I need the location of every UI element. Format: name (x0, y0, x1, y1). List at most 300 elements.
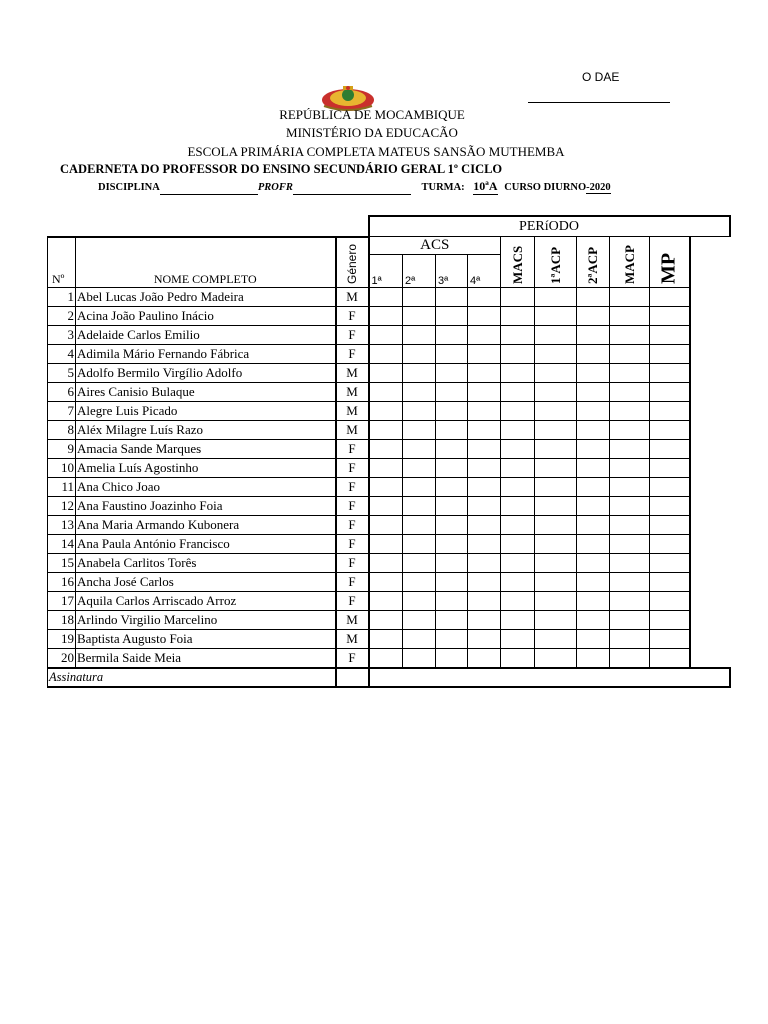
student-name: Acina João Paulino Inácio (76, 307, 336, 326)
student-name: Aléx Milagre Luís Razo (76, 421, 336, 440)
grade-q3-cell[interactable] (436, 630, 468, 649)
table-row (48, 307, 730, 326)
student-name: Ana Paula António Francisco (76, 535, 336, 554)
name-header: NOME COMPLETO (76, 237, 336, 288)
row-number: 7 (48, 402, 76, 421)
grade-q1-cell[interactable] (369, 345, 403, 364)
student-name: Adimila Mário Fernando Fábrica (76, 345, 336, 364)
grade-q3-cell[interactable] (436, 478, 468, 497)
row-number: 5 (48, 364, 76, 383)
grade-q4-cell[interactable] (468, 497, 501, 516)
grade-acp1-cell[interactable] (535, 516, 577, 535)
row-number: 4 (48, 345, 76, 364)
grade-mp-cell[interactable] (650, 592, 690, 611)
grade-mp-cell[interactable] (650, 440, 690, 459)
student-name: Alegre Luis Picado (76, 402, 336, 421)
grade-q4-cell[interactable] (468, 611, 501, 630)
student-gender: F (336, 478, 369, 497)
grade-macp-cell[interactable] (610, 440, 650, 459)
grade-acp1-cell[interactable] (535, 326, 577, 345)
student-name: Aquila Carlos Arriscado Arroz (76, 592, 336, 611)
grade-q1-cell[interactable] (369, 592, 403, 611)
row-number: 11 (48, 478, 76, 497)
grade-macp-cell[interactable] (610, 326, 650, 345)
student-gender: M (336, 630, 369, 649)
grade-q1-cell[interactable] (369, 630, 403, 649)
grade-mp-cell[interactable] (650, 326, 690, 345)
grade-q2-cell[interactable] (403, 421, 436, 440)
student-gender: F (336, 516, 369, 535)
grade-q1-cell[interactable] (369, 516, 403, 535)
table-row (48, 554, 730, 573)
grade-mp-cell[interactable] (650, 649, 690, 669)
grade-macp-cell[interactable] (610, 383, 650, 402)
grade-q2-cell[interactable] (403, 649, 436, 669)
grade-acp2-cell[interactable] (577, 516, 610, 535)
grade-macp-cell[interactable] (610, 516, 650, 535)
mp-header (650, 237, 690, 288)
grade-mp-cell[interactable] (650, 345, 690, 364)
curso-label: CURSO DIURNO (504, 182, 587, 193)
grade-q4-cell[interactable] (468, 421, 501, 440)
row-number: 17 (48, 592, 76, 611)
grade-q4-cell[interactable] (468, 535, 501, 554)
student-gender: F (336, 345, 369, 364)
macp-label: MACP (621, 245, 637, 284)
grade-q4-cell[interactable] (468, 402, 501, 421)
row-number: 10 (48, 459, 76, 478)
gender-header (336, 237, 369, 288)
grade-q2-cell[interactable] (403, 307, 436, 326)
grade-q1-cell[interactable] (369, 497, 403, 516)
grade-acp1-cell[interactable] (535, 630, 577, 649)
student-name: Anabela Carlitos Torês (76, 554, 336, 573)
grade-q3-cell[interactable] (436, 611, 468, 630)
meta-line (98, 179, 611, 195)
grades-table (47, 215, 731, 688)
grade-acp2-cell[interactable] (577, 554, 610, 573)
student-gender: F (336, 592, 369, 611)
grade-macp-cell[interactable] (610, 288, 650, 307)
grade-acp1-cell[interactable] (535, 554, 577, 573)
grade-q3-cell[interactable] (436, 288, 468, 307)
grade-mp-cell[interactable] (650, 554, 690, 573)
grade-macs-cell[interactable] (501, 383, 535, 402)
num-header: Nº (48, 237, 76, 288)
profr-field[interactable] (293, 182, 411, 195)
acp2-label: 2ªACP (585, 246, 600, 284)
student-gender: M (336, 421, 369, 440)
grade-q3-cell[interactable] (436, 459, 468, 478)
student-name: Abel Lucas João Pedro Madeira (76, 288, 336, 307)
grade-macs-cell[interactable] (501, 516, 535, 535)
grade-acp2-cell[interactable] (577, 421, 610, 440)
macs-label: MACS (509, 245, 525, 284)
grade-q1-cell[interactable] (369, 364, 403, 383)
grade-macs-cell[interactable] (501, 421, 535, 440)
grade-q1-cell[interactable] (369, 307, 403, 326)
row-number: 16 (48, 573, 76, 592)
grade-q4-cell[interactable] (468, 364, 501, 383)
student-gender: M (336, 611, 369, 630)
grade-mp-cell[interactable] (650, 307, 690, 326)
row-number: 2 (48, 307, 76, 326)
acp1-header (535, 237, 577, 288)
grade-mp-cell[interactable] (650, 383, 690, 402)
row-number: 15 (48, 554, 76, 573)
row-number: 1 (48, 288, 76, 307)
grade-q4-cell[interactable] (468, 554, 501, 573)
grade-q1-cell[interactable] (369, 402, 403, 421)
grade-acp1-cell[interactable] (535, 497, 577, 516)
grade-q1-cell[interactable] (369, 535, 403, 554)
student-gender: F (336, 307, 369, 326)
grade-mp-cell[interactable] (650, 364, 690, 383)
student-name: Ana Maria Armando Kubonera (76, 516, 336, 535)
grade-macp-cell[interactable] (610, 478, 650, 497)
assinatura-gender-cell[interactable] (336, 668, 369, 687)
grade-macp-cell[interactable] (610, 592, 650, 611)
grade-macs-cell[interactable] (501, 535, 535, 554)
quarter-4-header: 4ª (468, 255, 501, 288)
grade-acp2-cell[interactable] (577, 592, 610, 611)
grade-q2-cell[interactable] (403, 440, 436, 459)
grade-q4-cell[interactable] (468, 592, 501, 611)
grade-macp-cell[interactable] (610, 630, 650, 649)
grade-q3-cell[interactable] (436, 383, 468, 402)
grade-q2-cell[interactable] (403, 459, 436, 478)
grade-acp1-cell[interactable] (535, 345, 577, 364)
table-row (48, 516, 730, 535)
grade-q2-cell[interactable] (403, 383, 436, 402)
student-gender: F (336, 649, 369, 669)
grade-acp1-cell[interactable] (535, 383, 577, 402)
grade-q3-cell[interactable] (436, 364, 468, 383)
grade-q3-cell[interactable] (436, 573, 468, 592)
macp-header (610, 237, 650, 288)
header-school: ESCOLA PRIMÁRIA COMPLETA MATEUS SANSÃO MUTHEMBA (187, 144, 565, 159)
grade-q2-cell[interactable] (403, 535, 436, 554)
gender-header-label: Género (345, 243, 359, 284)
grade-mp-cell[interactable] (650, 516, 690, 535)
grade-q3-cell[interactable] (436, 307, 468, 326)
grade-acp1-cell[interactable] (535, 364, 577, 383)
grade-acp2-cell[interactable] (577, 573, 610, 592)
student-name: Ana Faustino Joazinho Foia (76, 497, 336, 516)
grade-mp-cell[interactable] (650, 288, 690, 307)
grade-q2-cell[interactable] (403, 573, 436, 592)
grade-q1-cell[interactable] (369, 649, 403, 669)
row-number: 3 (48, 326, 76, 345)
grade-acp1-cell[interactable] (535, 478, 577, 497)
row-number: 6 (48, 383, 76, 402)
student-gender: F (336, 573, 369, 592)
grade-acp1-cell[interactable] (535, 459, 577, 478)
grade-macs-cell[interactable] (501, 364, 535, 383)
grade-macs-cell[interactable] (501, 497, 535, 516)
page-title: CADERNETA DO PROFESSOR DO ENSINO SECUNDÁRIO GERAL 1º CICLO (60, 162, 503, 176)
grade-q4-cell[interactable] (468, 630, 501, 649)
table-row (48, 630, 730, 649)
acp1-label: 1ªACP (547, 246, 563, 284)
row-number: 14 (48, 535, 76, 554)
grade-acp2-cell[interactable] (577, 478, 610, 497)
acs-header: ACS (369, 237, 501, 255)
grade-acp2-cell[interactable] (577, 459, 610, 478)
grade-q4-cell[interactable] (468, 345, 501, 364)
grade-q3-cell[interactable] (436, 535, 468, 554)
grade-acp2-cell[interactable] (577, 345, 610, 364)
dae-label: O DAE (582, 70, 620, 84)
grade-q1-cell[interactable] (369, 288, 403, 307)
grade-acp1-cell[interactable] (535, 307, 577, 326)
table-row (48, 402, 730, 421)
grade-mp-cell[interactable] (650, 611, 690, 630)
student-name: Aires Canisio Bulaque (76, 383, 336, 402)
grade-mp-cell[interactable] (650, 402, 690, 421)
student-gender: M (336, 383, 369, 402)
grade-macs-cell[interactable] (501, 459, 535, 478)
grade-q4-cell[interactable] (468, 383, 501, 402)
grade-acp2-cell[interactable] (577, 649, 610, 669)
grade-acp2-cell[interactable] (577, 611, 610, 630)
grade-q2-cell[interactable] (403, 497, 436, 516)
grade-acp1-cell[interactable] (535, 421, 577, 440)
student-name: Bermila Saide Meia (76, 649, 336, 669)
turma-label: TURMA: (421, 182, 465, 193)
grade-q1-cell[interactable] (369, 611, 403, 630)
grade-macs-cell[interactable] (501, 326, 535, 345)
grade-macp-cell[interactable] (610, 307, 650, 326)
year-value: -2020 (586, 182, 611, 193)
turma-value: 10ªA (473, 179, 498, 193)
table-row (48, 573, 730, 592)
grade-macp-cell[interactable] (610, 497, 650, 516)
grade-mp-cell[interactable] (650, 497, 690, 516)
table-row (48, 592, 730, 611)
grade-mp-cell[interactable] (650, 478, 690, 497)
row-number: 8 (48, 421, 76, 440)
grade-q1-cell[interactable] (369, 421, 403, 440)
grade-q3-cell[interactable] (436, 649, 468, 669)
disciplina-label: DISCIPLINA (98, 182, 160, 193)
student-gender: F (336, 459, 369, 478)
grade-q1-cell[interactable] (369, 459, 403, 478)
table-row (48, 459, 730, 478)
grade-mp-cell[interactable] (650, 535, 690, 554)
student-name: Adolfo Bermilo Virgílio Adolfo (76, 364, 336, 383)
grade-acp2-cell[interactable] (577, 535, 610, 554)
mp-label: MP (657, 252, 680, 284)
student-gender: F (336, 497, 369, 516)
grade-q2-cell[interactable] (403, 326, 436, 345)
row-number: 19 (48, 630, 76, 649)
grade-acp1-cell[interactable] (535, 535, 577, 554)
grade-q3-cell[interactable] (436, 554, 468, 573)
grade-acp2-cell[interactable] (577, 497, 610, 516)
grade-acp2-cell[interactable] (577, 364, 610, 383)
grade-acp1-cell[interactable] (535, 288, 577, 307)
row-number: 18 (48, 611, 76, 630)
grade-q2-cell[interactable] (403, 592, 436, 611)
table-row (48, 440, 730, 459)
assinatura-label: Assinatura (48, 668, 336, 687)
grade-q3-cell[interactable] (436, 516, 468, 535)
grade-q3-cell[interactable] (436, 421, 468, 440)
dae-signature-line (528, 102, 670, 103)
grade-mp-cell[interactable] (650, 459, 690, 478)
grade-q1-cell[interactable] (369, 478, 403, 497)
student-name: Baptista Augusto Foia (76, 630, 336, 649)
grade-q2-cell[interactable] (403, 630, 436, 649)
row-number: 9 (48, 440, 76, 459)
grade-acp2-cell[interactable] (577, 307, 610, 326)
grade-q1-cell[interactable] (369, 326, 403, 345)
grade-acp2-cell[interactable] (577, 402, 610, 421)
grade-acp1-cell[interactable] (535, 649, 577, 669)
grade-macs-cell[interactable] (501, 573, 535, 592)
grade-macs-cell[interactable] (501, 288, 535, 307)
student-gender: F (336, 535, 369, 554)
quarter-2-header: 2ª (403, 255, 436, 288)
student-gender: M (336, 288, 369, 307)
grade-q2-cell[interactable] (403, 516, 436, 535)
table-row (48, 326, 730, 345)
student-name: Amelia Luís Agostinho (76, 459, 336, 478)
student-gender: F (336, 440, 369, 459)
student-gender: F (336, 554, 369, 573)
grade-q2-cell[interactable] (403, 288, 436, 307)
grade-q3-cell[interactable] (436, 440, 468, 459)
table-row (48, 535, 730, 554)
grade-q2-cell[interactable] (403, 345, 436, 364)
grade-acp2-cell[interactable] (577, 630, 610, 649)
grade-acp1-cell[interactable] (535, 573, 577, 592)
grade-q4-cell[interactable] (468, 288, 501, 307)
header-ministry: MINISTÉRIO DA EDUCACÃO (286, 125, 458, 140)
grade-q4-cell[interactable] (468, 516, 501, 535)
grade-q2-cell[interactable] (403, 478, 436, 497)
grade-macp-cell[interactable] (610, 402, 650, 421)
grade-acp1-cell[interactable] (535, 402, 577, 421)
student-gender: M (336, 402, 369, 421)
grade-macp-cell[interactable] (610, 421, 650, 440)
profr-label: PROFR (257, 182, 293, 193)
grade-q1-cell[interactable] (369, 554, 403, 573)
table-row (48, 611, 730, 630)
grade-q4-cell[interactable] (468, 326, 501, 345)
grade-macs-cell[interactable] (501, 554, 535, 573)
row-number: 13 (48, 516, 76, 535)
grade-macs-cell[interactable] (501, 402, 535, 421)
grade-q1-cell[interactable] (369, 440, 403, 459)
grade-acp1-cell[interactable] (535, 611, 577, 630)
grade-acp2-cell[interactable] (577, 326, 610, 345)
grade-q4-cell[interactable] (468, 478, 501, 497)
student-gender: F (336, 326, 369, 345)
student-name: Ancha José Carlos (76, 573, 336, 592)
student-name: Ana Chico Joao (76, 478, 336, 497)
grade-q4-cell[interactable] (468, 440, 501, 459)
grade-q3-cell[interactable] (436, 402, 468, 421)
grade-mp-cell[interactable] (650, 573, 690, 592)
assinatura-field[interactable] (369, 668, 730, 687)
grade-macs-cell[interactable] (501, 630, 535, 649)
grade-macp-cell[interactable] (610, 345, 650, 364)
grade-macp-cell[interactable] (610, 459, 650, 478)
table-row (48, 478, 730, 497)
row-number: 12 (48, 497, 76, 516)
grade-macp-cell[interactable] (610, 611, 650, 630)
table-row (48, 421, 730, 440)
grade-macs-cell[interactable] (501, 307, 535, 326)
grade-mp-cell[interactable] (650, 630, 690, 649)
header-republic: REPÚBLICA DE MOCAMBIQUE (279, 107, 465, 122)
grade-acp2-cell[interactable] (577, 288, 610, 307)
table-row (48, 649, 730, 669)
grade-q4-cell[interactable] (468, 459, 501, 478)
quarter-3-header: 3ª (436, 255, 468, 288)
table-row (48, 345, 730, 364)
student-name: Adelaide Carlos Emilio (76, 326, 336, 345)
table-row (48, 364, 730, 383)
grade-q4-cell[interactable] (468, 307, 501, 326)
grade-macs-cell[interactable] (501, 440, 535, 459)
grade-q3-cell[interactable] (436, 326, 468, 345)
grade-macp-cell[interactable] (610, 573, 650, 592)
student-rows (48, 288, 730, 669)
table-row (48, 288, 730, 307)
grade-mp-cell[interactable] (650, 421, 690, 440)
disciplina-field[interactable] (160, 182, 258, 195)
grade-macp-cell[interactable] (610, 364, 650, 383)
grade-macs-cell[interactable] (501, 478, 535, 497)
grade-macs-cell[interactable] (501, 611, 535, 630)
grade-q3-cell[interactable] (436, 345, 468, 364)
acp2-header (577, 237, 610, 288)
grade-acp2-cell[interactable] (577, 383, 610, 402)
table-row (48, 497, 730, 516)
grade-q2-cell[interactable] (403, 364, 436, 383)
grade-q2-cell[interactable] (403, 402, 436, 421)
student-name: Amacia Sande Marques (76, 440, 336, 459)
grade-q4-cell[interactable] (468, 573, 501, 592)
grade-macp-cell[interactable] (610, 535, 650, 554)
grade-q3-cell[interactable] (436, 592, 468, 611)
macs-header (501, 237, 535, 288)
grade-q1-cell[interactable] (369, 573, 403, 592)
grade-macp-cell[interactable] (610, 554, 650, 573)
grade-q2-cell[interactable] (403, 611, 436, 630)
grade-macs-cell[interactable] (501, 592, 535, 611)
grade-acp1-cell[interactable] (535, 440, 577, 459)
student-gender: M (336, 364, 369, 383)
grade-macp-cell[interactable] (610, 649, 650, 669)
grade-macs-cell[interactable] (501, 649, 535, 669)
grade-q1-cell[interactable] (369, 383, 403, 402)
grade-acp1-cell[interactable] (535, 592, 577, 611)
grade-acp2-cell[interactable] (577, 440, 610, 459)
row-number: 20 (48, 649, 76, 669)
grade-q2-cell[interactable] (403, 554, 436, 573)
grade-q4-cell[interactable] (468, 649, 501, 669)
periodo-header: PERíODO (369, 216, 730, 237)
quarter-1-header: 1ª (369, 255, 403, 288)
table-row (48, 383, 730, 402)
grade-macs-cell[interactable] (501, 345, 535, 364)
student-name: Arlindo Virgilio Marcelino (76, 611, 336, 630)
grade-q3-cell[interactable] (436, 497, 468, 516)
